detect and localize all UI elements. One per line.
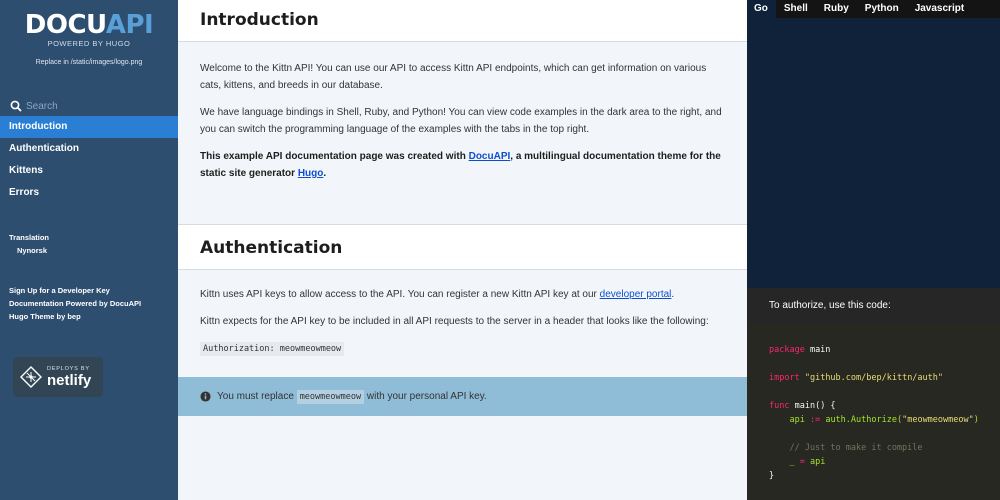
code-blank-line [769,427,1000,441]
code-keyword: package [769,345,805,355]
intro-paragraph-2: We have language bindings in Shell, Ruby, and Python! You can view code examples in the dark area to the right, and you can switch the programming language of the examples with the tabs in the top right. [200,107,722,135]
translation-title: Translation [9,233,50,242]
sidebar-nav [0,116,178,204]
code-line [769,455,1000,469]
sidebar-item-authentication[interactable]: Authentication [9,143,79,154]
search-box[interactable] [0,96,178,116]
hugo-theme-link[interactable]: Hugo Theme by bep [9,312,81,321]
code-text: main() { [789,401,836,411]
authentication-section [178,286,747,368]
introduction-section [178,42,747,182]
api-key-notice [178,377,747,416]
sidebar [0,0,178,500]
logo[interactable] [0,0,178,68]
tab-python[interactable]: Python [864,3,899,14]
logo-part-api: API [105,10,154,40]
code-string: "github.com/bep/kittn/auth" [804,373,944,383]
code-example-caption: To authorize, use this code: [747,288,1000,324]
netlify-badge[interactable] [13,357,103,397]
code-text: main [804,345,831,355]
auth-header-code: Authorization: meowmeowmeow [200,342,344,356]
netlify-badge-text [47,366,91,389]
tab-javascript[interactable]: Javascript [914,3,965,14]
code-pane [747,0,1000,500]
tab-go[interactable]: Go [747,0,776,18]
code-line [769,413,1000,427]
logo-part-docu: DOCU [24,10,106,40]
introduction-heading: Introduction [178,0,747,42]
netlify-badge-line2: netlify [47,371,92,389]
developer-key-link[interactable]: Sign Up for a Developer Key [9,286,110,295]
code-line [769,343,1000,357]
sidebar-item-kittens[interactable]: Kittens [9,165,43,176]
code-ident: _ [769,457,800,467]
intro-p3-text-c: . [323,168,327,179]
code-comment: // Just to make it compile [769,443,923,453]
info-icon [200,391,211,402]
code-line: } [769,471,775,481]
code-line [769,371,1000,385]
auth-code-line [200,340,725,358]
tab-shell[interactable]: Shell [783,3,808,14]
authentication-heading: Authentication [178,224,747,270]
notice-code: meowmeowmeow [297,390,364,404]
docuapi-link-inline[interactable]: DocuAPI [468,151,511,162]
code-example-block [747,324,1000,500]
netlify-logo-icon [20,366,42,388]
docuapi-link[interactable]: Documentation Powered by DocuAPI [9,299,142,308]
code-operator: := [809,415,821,425]
sidebar-item-errors[interactable]: Errors [9,187,40,198]
code-keyword: func [769,401,790,411]
translation-item-nynorsk[interactable]: Nynorsk [17,246,48,255]
developer-portal-link[interactable]: developer portal [599,289,672,300]
intro-paragraph-1: Welcome to the Kittn API! You can use our API to access Kittn API endpoints, which can get information on various cats, kittens, and breeds in our database. [200,63,707,91]
code-string: "meowmeowmeow" [902,415,974,425]
language-tabs [747,0,1000,18]
intro-p3-text-b: , a multilingual documentation theme for the static site generator [200,151,721,179]
search-icon [10,100,22,112]
code-line [769,399,1000,413]
code-call: auth.Authorize( [820,415,903,425]
code-operator: = [799,457,805,467]
sidebar-links [0,284,178,323]
intro-paragraph-3 [200,148,725,182]
netlify-badge-line1: DEPLOYS BY [47,365,90,372]
main-content [178,0,747,500]
translation-section [0,231,178,257]
auth-paragraph-1 [200,286,725,303]
code-blank-line [769,357,1000,371]
auth-paragraph-2: Kittn expects for the API key to be included in all API requests to the server in a header that looks like the following: [200,316,709,327]
intro-p3-text-a: This example API documentation page was created with [200,151,469,162]
notice-text-before: You must replace [217,391,294,402]
code-text: api [804,457,826,467]
logo-subtitle: POWERED BY HUGO [47,39,131,48]
auth-p1-text: Kittn uses API keys to allow access to the API. You can register a new Kittn API key at our [200,289,600,300]
search-input[interactable] [26,101,166,112]
logo-hint: Replace in /static/images/logo.png [35,59,143,66]
code-ident: api [769,415,810,425]
notice-text-after: with your personal API key. [366,391,487,402]
code-blank-line [769,385,1000,399]
tab-ruby[interactable]: Ruby [823,3,849,14]
sidebar-item-introduction[interactable]: Introduction [0,116,178,138]
code-text: ) [973,415,979,425]
auth-p1-end: . [671,289,675,300]
hugo-link-inline[interactable]: Hugo [297,168,324,179]
logo-text [0,11,178,39]
code-keyword: import [769,373,800,383]
